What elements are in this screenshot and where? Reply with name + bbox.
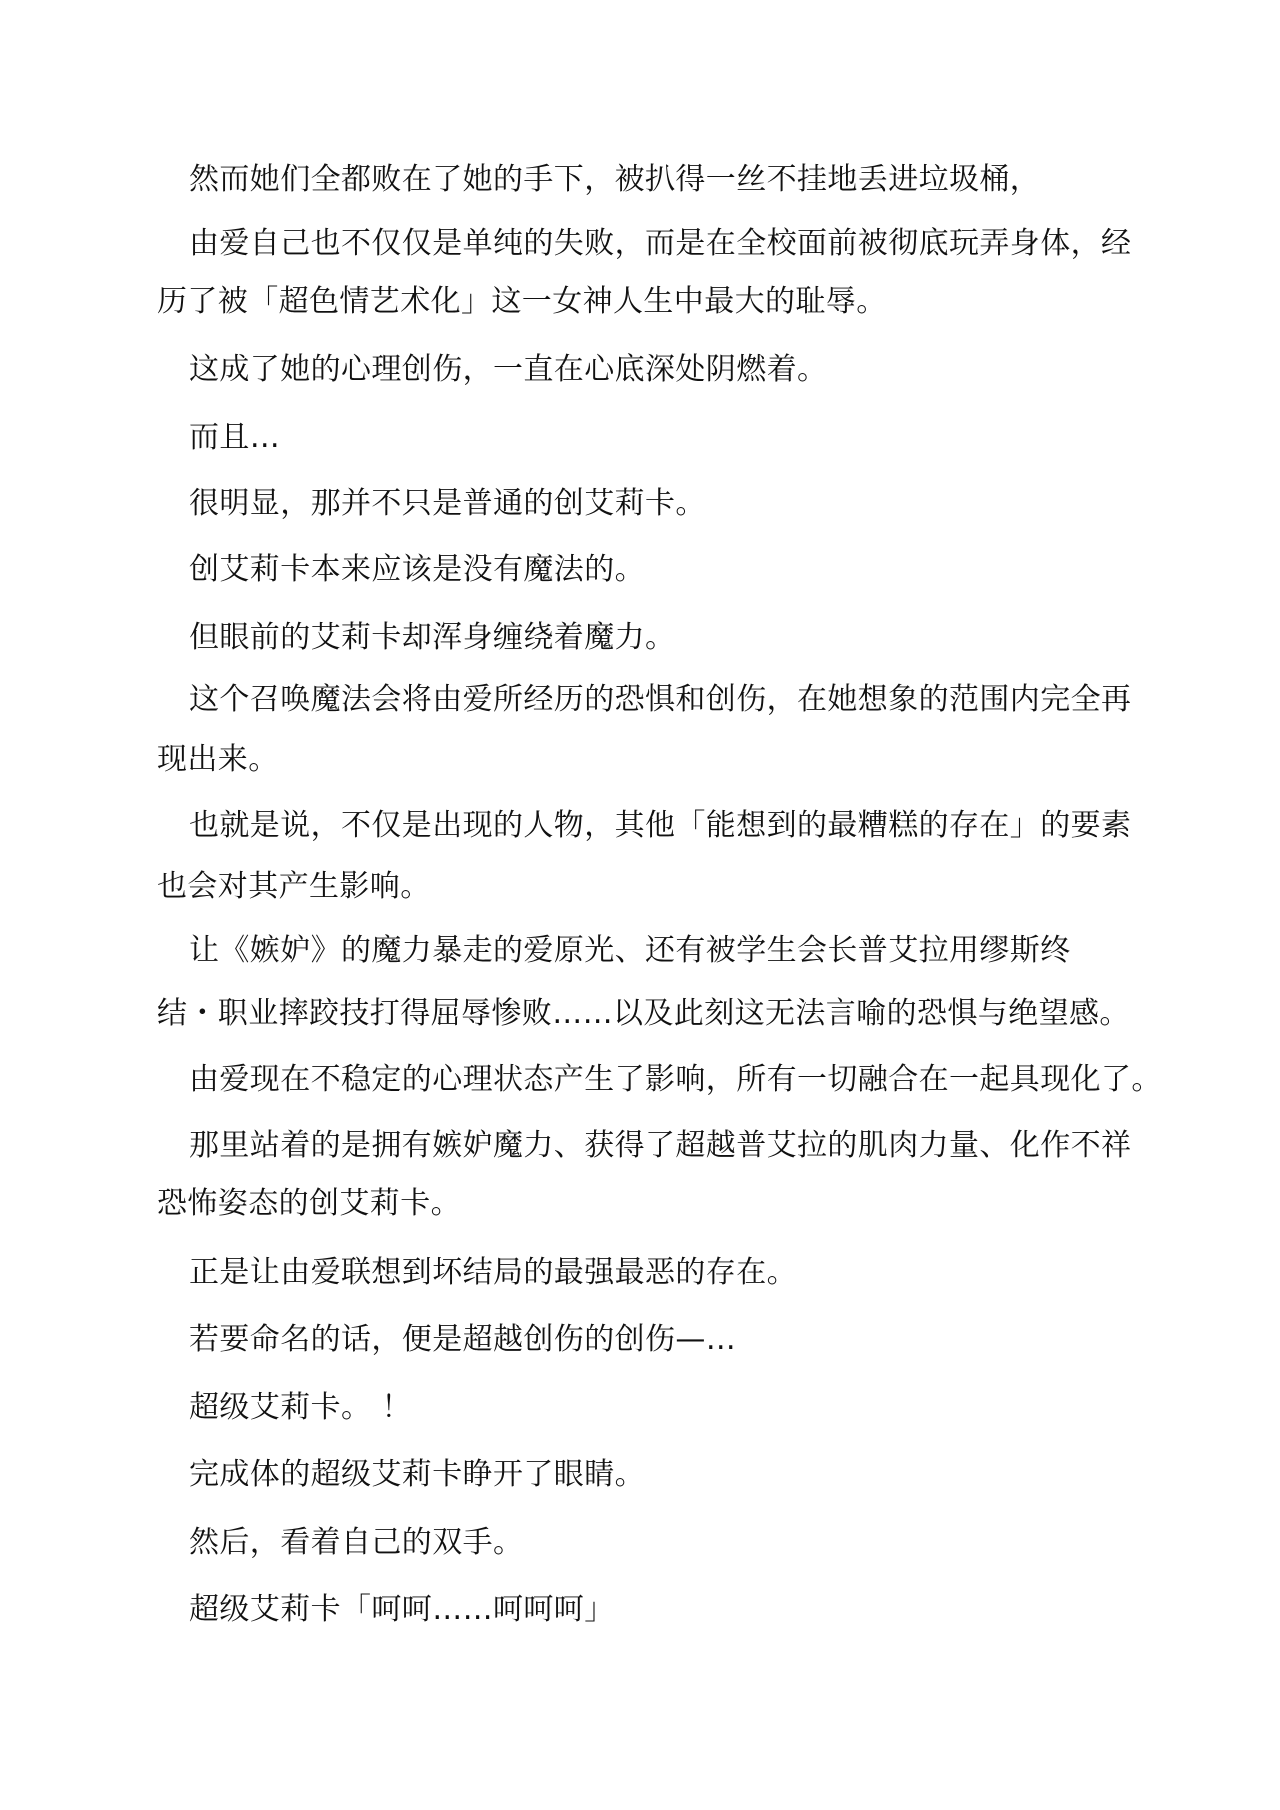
paragraph-line: 超级艾莉卡。 ！ xyxy=(189,1390,412,1425)
paragraph-line: 历了被「超色情艺术化」这一女神人生中最大的耻辱。 xyxy=(157,284,887,319)
paragraph-line: 结・职业摔跤技打得屈辱惨败……以及此刻这无法言喻的恐惧与绝望感。 xyxy=(157,996,1130,1031)
paragraph-line: 正是让由爱联想到坏结局的最强最恶的存在。 xyxy=(189,1255,797,1290)
paragraph-line: 这个召唤魔法会将由爱所经历的恐惧和创伤，在她想象的范围内完全再 xyxy=(189,682,1132,717)
paragraph-line: 但眼前的艾莉卡却浑身缠绕着魔力。 xyxy=(189,620,676,655)
paragraph-line: 这成了她的心理创伤，一直在心底深处阴燃着。 xyxy=(189,352,828,387)
paragraph-line: 创艾莉卡本来应该是没有魔法的。 xyxy=(189,552,645,587)
paragraph-line: 恐怖姿态的创艾莉卡。 xyxy=(157,1186,461,1221)
paragraph-line: 由爱现在不稳定的心理状态产生了影响，所有一切融合在一起具现化了。 xyxy=(189,1062,1162,1097)
paragraph-line: 由爱自己也不仅仅是单纯的失败，而是在全校面前被彻底玩弄身体，经 xyxy=(189,226,1132,261)
paragraph-line: 那里站着的是拥有嫉妒魔力、获得了超越普艾拉的肌肉力量、化作不祥 xyxy=(189,1128,1132,1163)
paragraph-line: 然后，看着自己的双手。 xyxy=(189,1525,524,1560)
paragraph-line: 让《嫉妒》的魔力暴走的爱原光、还有被学生会长普艾拉用缪斯终 xyxy=(189,933,1071,968)
paragraph-line: 现出来。 xyxy=(157,742,279,777)
paragraph-line: 若要命名的话，便是超越创伤的创伤—… xyxy=(189,1322,737,1357)
paragraph-line: 也就是说，不仅是出现的人物，其他「能想到的最糟糕的存在」的要素 xyxy=(189,808,1132,843)
paragraph-line: 也会对其产生影响。 xyxy=(157,869,431,904)
paragraph-line: 超级艾莉卡「呵呵……呵呵呵」 xyxy=(189,1592,615,1627)
paragraph-line: 完成体的超级艾莉卡睁开了眼睛。 xyxy=(189,1457,645,1492)
paragraph-line: 很明显，那并不只是普通的创艾莉卡。 xyxy=(189,486,706,521)
paragraph-line: 然而她们全都败在了她的手下，被扒得一丝不挂地丢进垃圾桶， xyxy=(189,162,1041,197)
paragraph-line: 而且… xyxy=(189,420,281,455)
